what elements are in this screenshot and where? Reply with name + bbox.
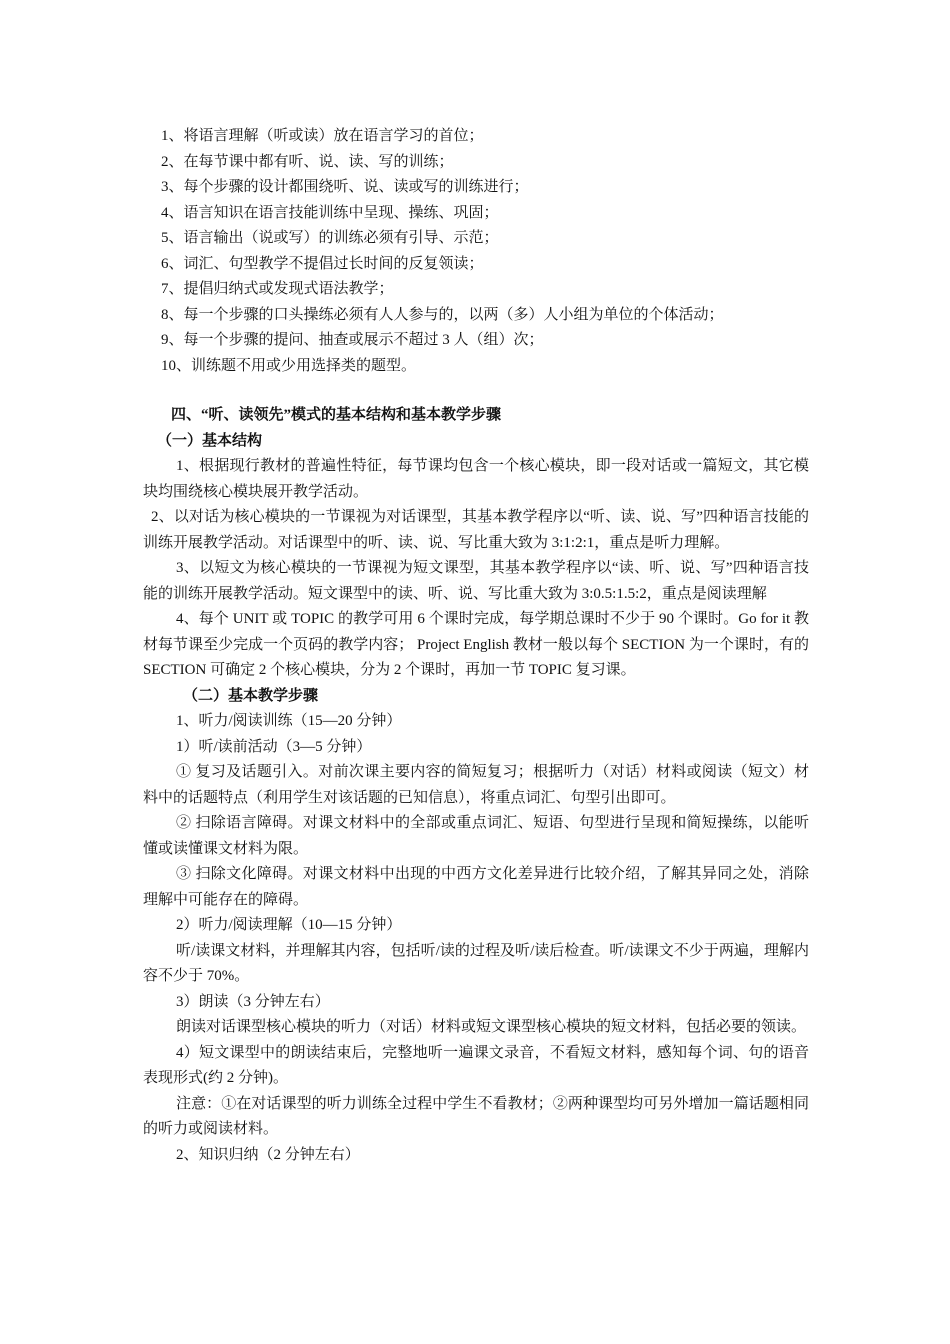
- rule-item: 2、在每节课中都有听、说、读、写的训练；: [161, 153, 454, 170]
- rule-item: 5、语言输出（说或写）的训练必须有引导、示范；: [161, 230, 499, 246]
- rule-item: 1、将语言理解（听或读）放在语言学习的首位；: [161, 128, 484, 144]
- rule-item: 10、训练题不用或少用选择类的题型。: [161, 357, 417, 374]
- structure-paragraph-2: 2、以对话为核心模块的一节课视为对话课型，其基本教学程序以“听、读、说、写”四种语言技能的训练开展教学活动。对话课型中的听、读、说、写比重大致为 3:1:2:1，重点是听力理解。: [143, 509, 809, 551]
- pre-activity-culture: ③ 扫除文化障碍。对课文材料中出现的中西方文化差异进行比较介绍，了解其异同之处，消除理解中可能存在的障碍。: [143, 866, 809, 908]
- teaching-rules-list: [143, 124, 809, 379]
- structure-paragraph-4: 4、每个 UNIT 或 TOPIC 的教学可用 6 个课时完成，每学期总课时不少于 90 个课时。Go for it 教材每节课至少完成一个页码的教学内容； Project English 教材一般以每个 SECTION 为一个课时，有的 SECTION 可确定 2 个核心模块，分为 2 个课时，再加一节 TOPIC 复习课。: [143, 611, 809, 678]
- rule-item: 9、每一个步骤的提问、抽查或展示不超过 3 人（组）次；: [161, 332, 544, 348]
- pre-activity-review: ① 复习及话题引入。对前次课主要内容的简短复习；根据听力（对话）材料或阅读（短文）材料中的话题特点（利用学生对该话题的已知信息），将重点词汇、句型引出即可。: [143, 764, 809, 806]
- step-1-2-title: 2）听力/阅读理解（10—15 分钟）: [176, 917, 402, 933]
- structure-paragraph-3: 3、以短文为核心模块的一节课视为短文课型，其基本教学程序以“读、听、说、写”四种语言技能的训练开展教学活动。短文课型中的读、听、说、写比重大致为 3:0.5:1.5:2，重点是阅读理解: [143, 560, 809, 602]
- step-1-1-title: 1）听/读前活动（3—5 分钟）: [176, 738, 372, 755]
- step-1-title: 1、听力/阅读训练（15—20 分钟）: [176, 713, 402, 729]
- spacer: [143, 379, 809, 403]
- section-title: 四、“听、读领先”模式的基本结构和基本教学步骤: [171, 407, 502, 423]
- pre-activity-language: ② 扫除语言障碍。对课文材料中的全部或重点词汇、短语、句型进行呈现和简短操练，以能听懂或读懂课文材料为限。: [143, 815, 809, 857]
- listening-paragraph: 听/读课文材料，并理解其内容，包括听/读的过程及听/读后检查。听/读课文不少于两遍，理解内容不少于 70%。: [143, 942, 809, 984]
- structure-paragraph-1: 1、根据现行教材的普遍性特征，每节课均包含一个核心模块，即一段对话或一篇短文，其它模块均围绕核心模块展开教学活动。: [143, 458, 809, 500]
- document-page: [143, 124, 809, 1168]
- rule-item: 7、提倡归纳式或发现式语法教学；: [161, 281, 394, 297]
- reading-aloud-paragraph: 朗读对话课型核心模块的听力（对话）材料或短文课型核心模块的短文材料，包括必要的领读。: [176, 1019, 807, 1035]
- note-paragraph: 注意：①在对话课型的听力训练全过程中学生不看教材；②两种课型均可另外增加一篇话题相同的听力或阅读材料。: [143, 1095, 809, 1137]
- steps-heading: （二）基本教学步骤: [183, 687, 319, 704]
- step-1-3-title: 3）朗读（3 分钟左右）: [176, 993, 330, 1010]
- step-1-4-paragraph: 4）短文课型中的朗读结束后，完整地听一遍课文录音，不看短文材料，感知每个词、句的语音表现形式(约 2 分钟)。: [143, 1044, 809, 1086]
- step-2-title: 2、知识归纳（2 分钟左右）: [176, 1146, 360, 1163]
- rule-item: 8、每一个步骤的口头操练必须有人人参与的，以两（多）人小组为单位的个体活动；: [161, 306, 724, 323]
- rule-item: 6、词汇、句型教学不提倡过长时间的反复领读；: [161, 255, 484, 272]
- rule-item: 4、语言知识在语言技能训练中呈现、操练、巩固；: [161, 204, 499, 221]
- structure-heading: （一）基本结构: [157, 432, 263, 449]
- rule-item: 3、每个步骤的设计都围绕听、说、读或写的训练进行；: [161, 179, 529, 195]
